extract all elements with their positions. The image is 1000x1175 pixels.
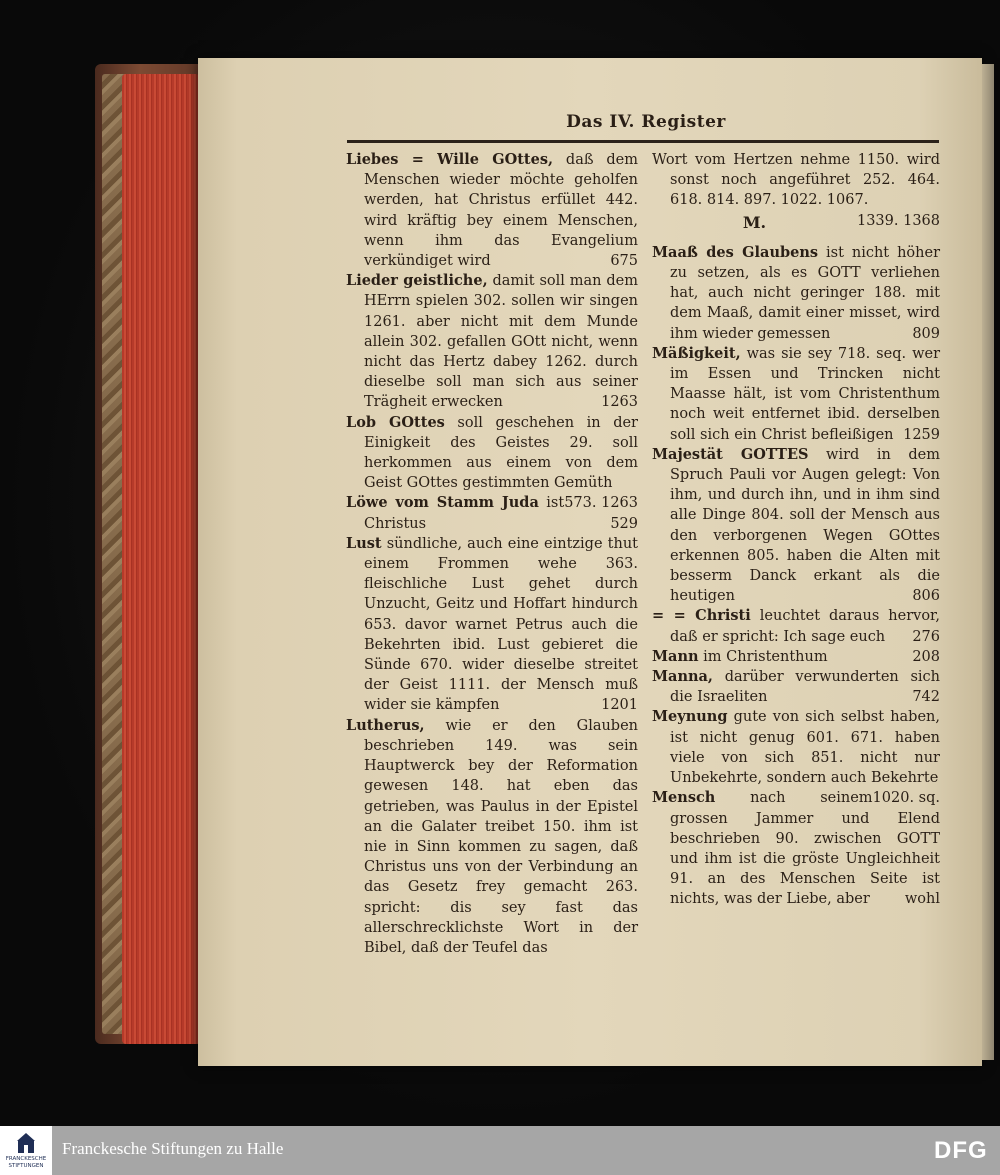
entry-text: gute von sich selbst haben, ist nicht genug 601. 671. haben viele von sich 851. nicht nur Unbekehrte, sondern auch Bekehrte: [670, 709, 940, 787]
entry-page-ref: 1263: [601, 394, 638, 411]
index-entry: [652, 243, 940, 344]
entry-text: ist nicht höher zu setzen, als es GOTT verliehen hat, auch nicht geringer 188. mit dem Maaß, damit einer misset, wird ihm wieder gemessen: [670, 244, 940, 342]
entry-text: daß dem Menschen wieder möchte geholfen werden, hat Christus erfüllet 442. wird kräftig bey einem Menschen, wenn ihm das Evangelium verkündiget wird: [364, 152, 638, 270]
index-entry: [652, 344, 940, 445]
entry-page-ref: 529: [610, 515, 638, 532]
index-entry: [346, 534, 638, 716]
entry-text: soll geschehen in der Einigkeit des Geistes 29. soll herkommen aus einem von dem Geist GOttes gestimmten Gemüth: [364, 414, 638, 492]
entry-page-ref: 1201: [601, 697, 638, 714]
entry-headword: Lob GOttes: [346, 413, 445, 431]
entry-text: sündliche, auch eine eintzige thut einem Frommen wehe 363. fleischliche Lust gehet durch Unzucht, Geitz und Hoffart hindurch 653. davor warnet Petrus auch die Bekehrten ibid. Lust gebieret die Sünde 670. wider dieselbe streitet der Geist 1111. der Mensch muß wider sie kämpfen: [364, 535, 638, 714]
index-entry: [652, 647, 940, 667]
index-entry: [346, 150, 638, 271]
left-column: [346, 150, 638, 958]
entry-headword: Mann: [652, 647, 699, 665]
entry-page-ref: 806: [912, 588, 940, 605]
institution-logo[interactable]: [0, 1126, 52, 1175]
dfg-logo[interactable]: DFG: [934, 1137, 988, 1164]
entry-headword: Meynung: [652, 708, 728, 726]
entry-headword: Mensch: [652, 789, 716, 807]
entry-page-ref: 675: [610, 253, 638, 270]
orphanage-building-icon: [16, 1132, 36, 1154]
entry-text: darüber verwunderten sich die Israeliten: [670, 669, 940, 706]
entry-headword: Manna,: [652, 668, 713, 686]
index-entry: [652, 150, 940, 229]
entry-page-ref: 208: [912, 648, 940, 665]
entry-text: damit soll man dem HErrn spielen 302. sollen wir singen 1261. aber nicht mit dem Munde allein 302. gefallen GOtt nicht, wenn nicht das Hertz dabey 1262. durch dieselbe soll man sich aus seiner Trägheit erwecken: [364, 273, 638, 411]
running-head: Das IV. Register: [566, 112, 726, 132]
entry-text: nach seinem grossen Jammer und Elend beschrieben 90. zwischen GOTT und ihm ist die gröste Ungleichheit 91. an des Menschen Seite ist nichts, was der Liebe, aber: [670, 790, 940, 908]
entry-text: was sie sey 718. seq. wer im Essen und Trincken nicht Maasse hält, ist vom Christenthum noch weit entfernet ibid. derselben soll sich ein Christ befleißigen: [670, 345, 940, 443]
red-page-edges: [122, 74, 200, 1044]
right-column-entries: [652, 243, 940, 910]
index-entry: [652, 667, 940, 707]
entry-text: Wort vom Hertzen nehme 1150. wird sonst noch angeführet 252. 464. 618. 814. 897. 1022. 1067.: [652, 152, 940, 209]
entry-text: ist Christus: [364, 495, 565, 532]
entry-headword: Lust: [346, 534, 382, 552]
entry-page-ref: 742: [912, 689, 940, 706]
entry-headword: Löwe vom Stamm Juda: [346, 494, 539, 512]
entry-page-ref: 1339. 1368: [856, 212, 940, 229]
entry-page-ref: 276: [912, 628, 940, 645]
entry-text: wie er den Glauben beschrieben 149. was sein Hauptwerck bey der Reformation gewesen 148. hat eben das getrieben, was Paulus in der Epistel an die Galater treibet 150. ihm ist nie in Sinn kommen zu sagen, daß Christus uns von der Verbindung an das Gesetz frey gemacht 263. spricht: dis sey fast das allerschrecklichste Wort in der Bibel, daß der Teufel das: [364, 717, 639, 956]
entry-page-ref: 1020. sq.: [872, 790, 940, 807]
entry-page-ref: 573. 1263: [564, 495, 638, 512]
header-rule: [347, 140, 939, 143]
logo-text: FRANCKESCHE STIFTUNGEN: [5, 1156, 47, 1169]
right-column: [652, 150, 940, 910]
entry-page-ref: wohl: [904, 891, 940, 908]
index-entry: [346, 716, 638, 958]
entry-headword: Mäßigkeit,: [652, 344, 741, 362]
entry-headword: Maaß des Glaubens: [652, 243, 819, 261]
section-letter: M.: [742, 212, 767, 232]
entry-text: im Christenthum: [703, 648, 828, 665]
index-entry: [652, 445, 940, 607]
entry-headword: Majestät GOTTES: [652, 445, 809, 463]
entry-headword: Lieder geistliche,: [346, 272, 488, 290]
entry-page-ref: 809: [912, 325, 940, 342]
index-entry: [346, 271, 638, 412]
entry-headword: = = Christi: [652, 607, 751, 625]
entry-headword: Lutherus,: [346, 716, 425, 734]
right-page-edge: [982, 64, 994, 1060]
entry-text: leuchtet daraus hervor, daß er spricht: Ich sage euch: [670, 608, 941, 645]
entry-text: wird in dem Spruch Pauli vor Augen gelegt: Von ihm, und durch ihn, und in ihm sind alle Dinge 804. soll der Mensch aus den verborgenen Wegen GOttes erkennen 805. haben die Alten mit besserm Danck erkant als die heutigen: [670, 446, 940, 605]
entry-page-ref: 1259: [903, 426, 940, 443]
entry-headword: Liebes = Wille GOttes,: [346, 151, 554, 168]
viewer-footer: [0, 1126, 1000, 1175]
right-column-continuation: [652, 150, 940, 229]
index-entry: [652, 606, 940, 646]
institution-name[interactable]: Franckesche Stiftungen zu Halle: [62, 1139, 284, 1158]
